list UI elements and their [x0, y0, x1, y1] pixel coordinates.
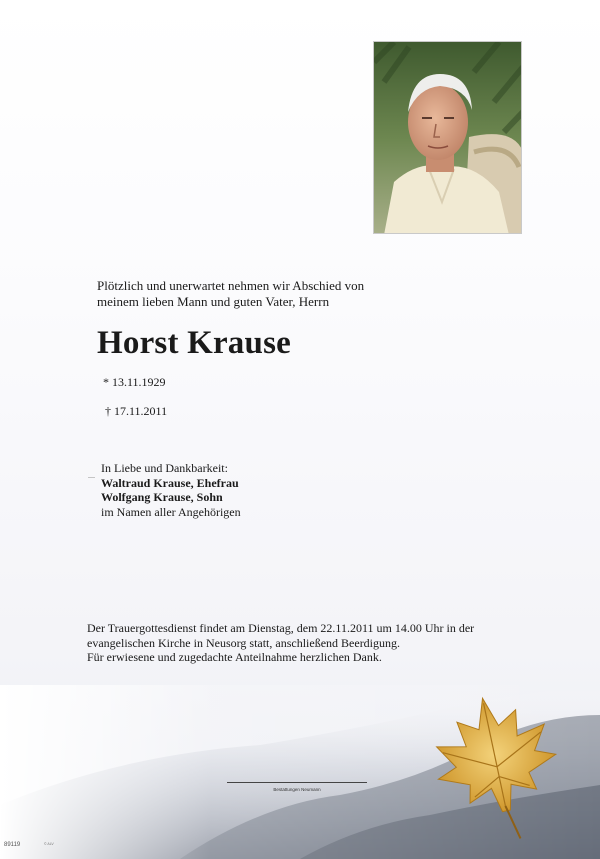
service-line-2: evangelischen Kirche in Neusorg statt, anschließend Beerdigung.: [87, 635, 401, 650]
mourners-block: [101, 461, 241, 519]
signature-line: [227, 782, 367, 783]
decorative-dash: [88, 477, 95, 478]
deceased-name: Horst Krause: [97, 325, 291, 361]
announcement-intro: [97, 278, 427, 310]
funeral-home-name: Bestattungen Neumann: [273, 787, 321, 792]
portrait-photo: [373, 41, 522, 234]
death-date: † 17.11.2011: [105, 404, 168, 418]
stone-and-leaf-illustration: [0, 685, 600, 859]
mourner-spouse: Waltraud Krause, Ehefrau: [101, 475, 239, 490]
template-copyright: © ALV: [44, 842, 54, 846]
service-line-3: Für erwiesene und zugedachte Anteilnahme herzlichen Dank.: [87, 650, 382, 664]
birth-date: * 13.11.1929: [103, 375, 166, 389]
template-code: 89119: [4, 842, 21, 848]
service-info: [87, 621, 507, 665]
mourners-heading: In Liebe und Dankbarkeit:: [101, 461, 228, 475]
portrait-image: [374, 42, 522, 234]
intro-line-2: meinem lieben Mann und guten Vater, Herrn: [97, 294, 330, 309]
intro-line-1: Plötzlich und unerwartet nehmen wir Abschied von: [97, 278, 365, 293]
mourners-all-relatives: im Namen aller Angehörigen: [101, 504, 241, 519]
mourner-son: Wolfgang Krause, Sohn: [101, 490, 223, 504]
service-line-1: Der Trauergottesdienst findet am Dienstag, dem 22.11.2011 um 14.00 Uhr in der: [87, 621, 475, 635]
